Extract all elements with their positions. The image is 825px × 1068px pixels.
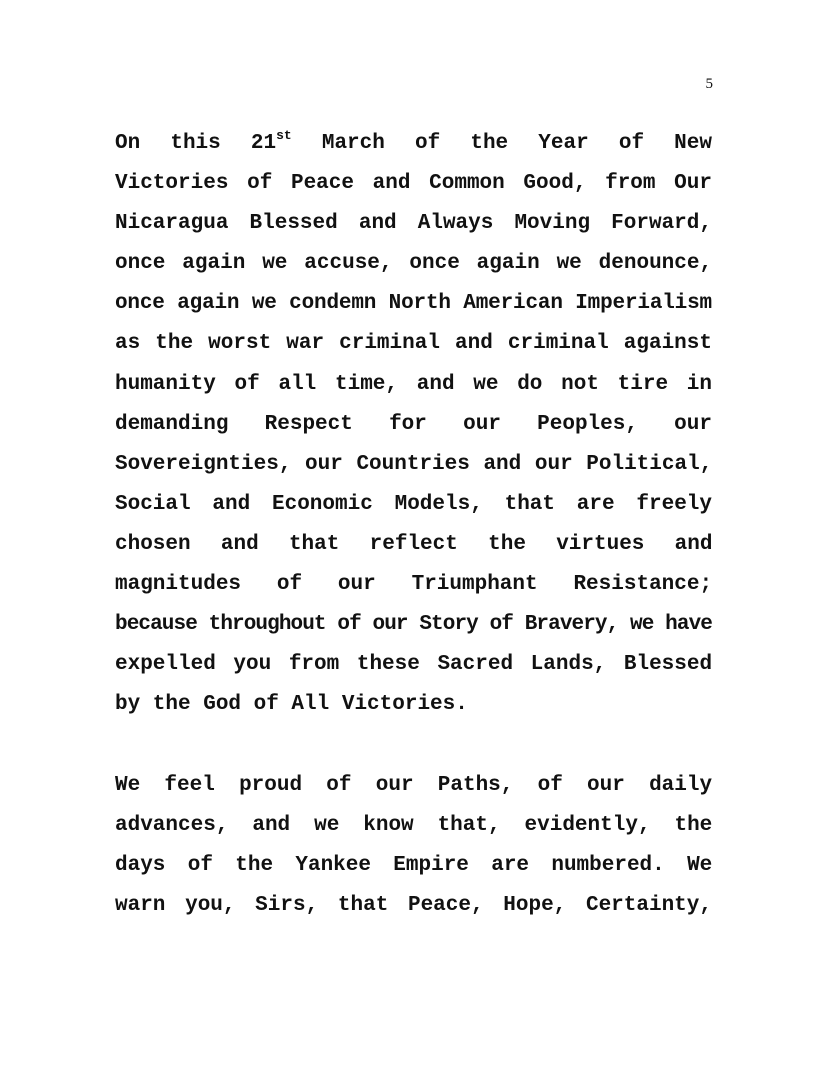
paragraph-1 bbox=[115, 124, 712, 725]
paragraph-1-line: Nicaragua Blessed and Always Moving Forward, bbox=[115, 212, 712, 236]
paragraph-2 bbox=[115, 766, 712, 926]
paragraph-1-line: magnitudes of our Triumphant Resistance; bbox=[115, 573, 713, 597]
paragraph-1-line: humanity of all time, and we do not tire in bbox=[115, 372, 712, 396]
paragraph-2-line: advances, and we know that, evidently, the bbox=[115, 814, 713, 838]
paragraph-2-line: warn you, Sirs, that Peace, Hope, Certainty, bbox=[115, 894, 712, 918]
paragraph-1-line: because throughout of our Story of Bravery, we have bbox=[115, 613, 712, 637]
paragraph-1-line: once again we accuse, once again we denounce, bbox=[115, 252, 713, 276]
paragraph-1-line: as the worst war criminal and criminal against bbox=[115, 332, 712, 356]
line-text: March of the Year of New bbox=[291, 132, 712, 155]
paragraph-1-line-1 bbox=[115, 124, 712, 164]
page-number: 5 bbox=[705, 76, 713, 92]
ordinal-suffix: st bbox=[276, 128, 292, 143]
line-text: On this 21 bbox=[115, 132, 277, 155]
paragraph-1-line: Sovereignties, our Countries and our Political, bbox=[115, 452, 713, 476]
paragraph-1-line: chosen and that reflect the virtues and bbox=[115, 532, 713, 556]
paragraph-2-line: We feel proud of our Paths, of our daily bbox=[115, 774, 713, 797]
paragraph-1-line: expelled you from these Sacred Lands, Blessed bbox=[115, 653, 713, 677]
paragraph-1-line: by the God of All Victories. bbox=[115, 693, 468, 717]
paragraph-1-line: demanding Respect for our Peoples, our bbox=[115, 412, 712, 436]
paragraph-2-line: days of the Yankee Empire are numbered. We bbox=[115, 854, 713, 878]
paragraph-1-line: Social and Economic Models, that are freely bbox=[115, 492, 712, 516]
paragraph-1-line: once again we condemn North American Imperialism bbox=[115, 292, 712, 316]
paragraph-1-line: Victories of Peace and Common Good, from Our bbox=[115, 172, 712, 196]
